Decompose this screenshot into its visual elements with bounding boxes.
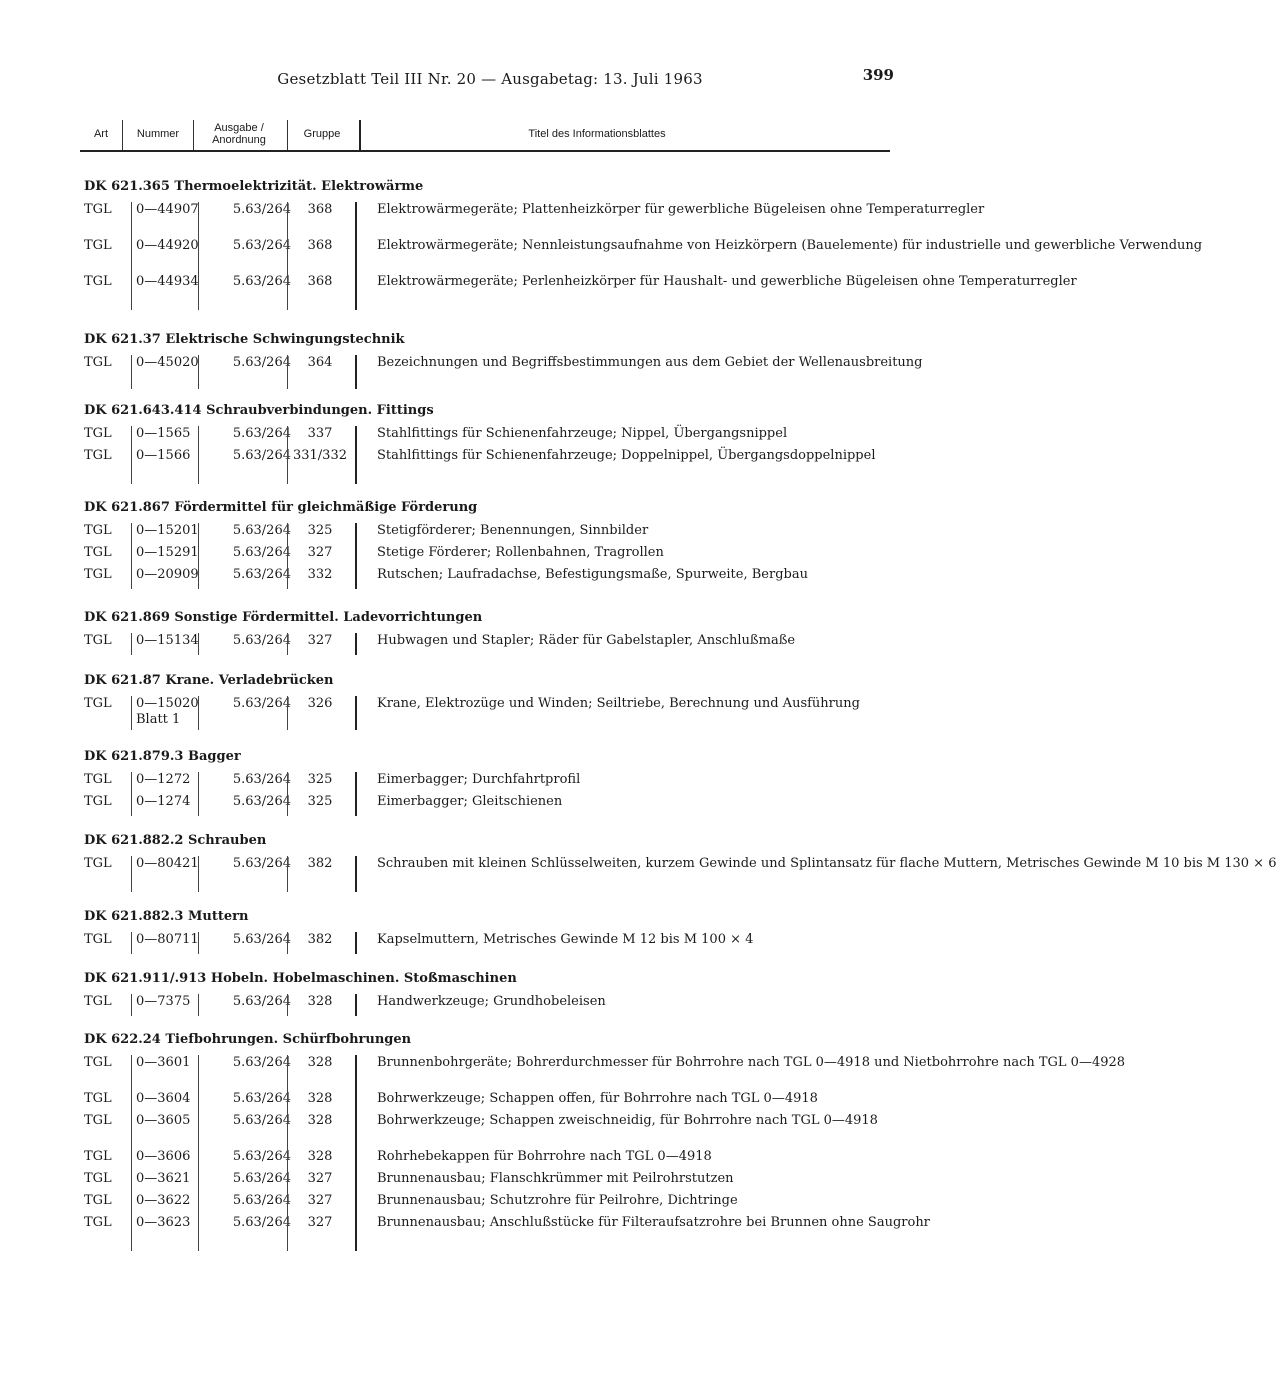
cell-art: TGL [84,932,112,947]
cell-nummer [131,1215,190,1251]
cell-titel: Elektrowärmegeräte; Nennleistungsaufnahme von Heizkörpern (Bauelemente) für industrielle und gewerbliche Verwendung [355,238,917,274]
col-nummer: Nummer [136,128,180,140]
cell-ausgabe: 5.63/264 [198,202,291,238]
section [84,908,904,954]
section-title: DK 622.24 Tiefbohrungen. Schürfbohrungen [84,1032,412,1047]
cell-nummer [131,772,190,794]
cell-ausgabe: 5.63/264 [198,1149,291,1171]
cell-ausgabe: 5.63/264 [198,238,291,274]
cell-nummer [131,994,190,1016]
cell-nummer-value: 0—1272 [136,772,191,787]
cell-titel: Eimerbagger; Durchfahrtprofil [355,772,917,794]
cell-titel: Stetige Förderer; Rollenbahnen, Tragrollen [355,545,917,567]
section-title: DK 621.87 Krane. Verladebrücken [84,673,334,688]
section-title: DK 621.643.414 Schraubverbindungen. Fittings [84,403,434,418]
section-title: DK 621.365 Thermoelektrizität. Elektrowärme [84,179,424,194]
table-row [84,523,904,545]
cell-nummer [131,448,190,484]
section-title: DK 621.882.2 Schrauben [84,833,267,848]
table-row [84,448,904,484]
cell-nummer-value: 0—20909 [136,567,199,582]
cell-art: TGL [84,1215,112,1230]
table-row [84,794,904,816]
cell-gruppe: 368 [287,274,352,310]
cell-nummer [131,238,199,274]
cell-art: TGL [84,1149,112,1164]
table-row [84,1113,904,1149]
cell-nummer [131,1149,190,1171]
cell-ausgabe: 5.63/264 [198,355,291,389]
cell-ausgabe: 5.63/264 [198,994,291,1016]
cell-gruppe: 337 [287,426,352,448]
cell-ausgabe: 5.63/264 [198,523,291,545]
table-row [84,274,1077,310]
table-row [84,1171,904,1193]
cell-gruppe: 331/332 [287,448,352,484]
cell-ausgabe: 5.63/264 [198,1055,291,1091]
cell-nummer-value: 0—1274 [136,794,191,809]
table-row [84,1091,904,1113]
cell-nummer [131,1055,190,1091]
cell-nummer [131,1113,190,1149]
table-row [84,772,904,794]
cell-gruppe: 368 [287,238,352,274]
cell-titel: Elektrowärmegeräte; Plattenheizkörper für gewerbliche Bügeleisen ohne Temperaturregler [355,202,917,238]
cell-nummer [131,856,199,892]
cell-ausgabe: 5.63/264 [198,772,291,794]
cell-gruppe: 327 [287,1215,352,1251]
cell-nummer-value: 0—44920 [136,238,199,253]
cell-nummer [131,1171,190,1193]
cell-titel: Rohrhebekappen für Bohrrohre nach TGL 0—4918 [355,1149,917,1171]
cell-gruppe: 327 [287,1171,352,1193]
section [84,748,904,816]
cell-art: TGL [84,355,112,370]
cell-nummer-value: 0—15134 [136,633,199,648]
cell-gruppe: 325 [287,523,352,545]
cell-art: TGL [84,696,112,711]
table-row [84,202,985,238]
cell-nummer-sub: Blatt 1 [136,712,181,727]
section [84,832,1276,892]
section-title: DK 621.869 Sonstige Fördermittel. Ladevorrichtungen [84,610,483,625]
table-row [84,633,904,655]
cell-art: TGL [84,856,112,871]
cell-gruppe: 325 [287,772,352,794]
cell-gruppe: 332 [287,567,352,589]
col-art: Art [93,128,109,140]
cell-gruppe: 382 [287,856,352,892]
section [84,402,904,484]
cell-art: TGL [84,202,112,217]
cell-art: TGL [84,1113,112,1128]
cell-titel: Kapselmuttern, Metrisches Gewinde M 12 bis M 100 × 4 [355,932,917,954]
cell-nummer-value: 0—3606 [136,1149,191,1164]
cell-titel: Bezeichnungen und Begriffsbestimmungen aus dem Gebiet der Wellenausbreitung [355,355,917,389]
section-title: DK 621.882.3 Muttern [84,909,249,924]
cell-ausgabe: 5.63/264 [198,567,291,589]
cell-ausgabe: 5.63/264 [198,448,291,484]
cell-titel: Schrauben mit kleinen Schlüsselweiten, kurzem Gewinde und Splintansatz für flache Muttern, Metrisches Gewinde M 10 bis M 130 × 6 [355,856,917,892]
cell-ausgabe: 5.63/264 [198,545,291,567]
cell-art: TGL [84,1055,112,1070]
cell-nummer-value: 0—80421 [136,856,199,871]
cell-gruppe: 328 [287,1091,352,1113]
cell-gruppe: 327 [287,633,352,655]
cell-titel: Hubwagen und Stapler; Räder für Gabelstapler, Anschlußmaße [355,633,917,655]
cell-gruppe: 328 [287,994,352,1016]
table-row [84,1215,930,1251]
cell-titel: Brunnenausbau; Flanschkrümmer mit Peilrohrstutzen [355,1171,917,1193]
cell-gruppe: 382 [287,932,352,954]
cell-nummer [131,545,199,567]
cell-nummer-value: 0—3621 [136,1171,191,1186]
section [84,499,904,589]
cell-nummer [131,633,199,655]
cell-gruppe: 326 [287,696,352,730]
table-row [84,426,904,448]
cell-nummer [131,1193,190,1215]
section-title: DK 621.879.3 Bagger [84,749,241,764]
section-title: DK 621.911/.913 Hobeln. Hobelmaschinen. Stoßmaschinen [84,971,517,986]
table-row [84,238,1203,274]
col-gruppe: Gruppe [303,128,341,140]
table-row [84,1193,904,1215]
section [84,1031,1126,1251]
cell-titel: Rutschen; Laufradachse, Befestigungsmaße, Spurweite, Bergbau [355,567,917,589]
cell-ausgabe: 5.63/264 [198,1215,291,1251]
cell-titel: Krane, Elektrozüge und Winden; Seiltriebe, Berechnung und Ausführung [355,696,917,730]
cell-nummer [131,794,190,816]
cell-nummer-value: 0—44934 [136,274,199,289]
cell-titel: Stahlfittings für Schienenfahrzeuge; Doppelnippel, Übergangsdoppelnippel [355,448,917,484]
cell-nummer-value: 0—15201 [136,523,199,538]
table-row [84,567,904,589]
cell-titel: Elektrowärmegeräte; Perlenheizkörper für Haushalt- und gewerbliche Bügeleisen ohne Temperaturregler [355,274,917,310]
section [84,178,1203,310]
cell-art: TGL [84,1193,112,1208]
cell-art: TGL [84,633,112,648]
cell-titel: Stetigförderer; Benennungen, Sinnbilder [355,523,917,545]
cell-art: TGL [84,238,112,253]
table-row [84,355,923,389]
cell-gruppe: 328 [287,1055,352,1091]
cell-nummer [131,202,199,238]
cell-art: TGL [84,545,112,560]
cell-gruppe: 328 [287,1149,352,1171]
cell-nummer [131,567,199,589]
cell-titel: Brunnenausbau; Schutzrohre für Peilrohre, Dichtringe [355,1193,917,1215]
column-header [80,118,890,152]
cell-nummer-value: 0—3622 [136,1193,191,1208]
cell-nummer-value: 0—7375 [136,994,191,1009]
page-header-title: Gesetzblatt Teil III Nr. 20 — Ausgabetag: 13. Juli 1963 [277,70,703,88]
table-row [84,932,904,954]
cell-art: TGL [84,448,112,463]
cell-nummer-value: 0—3623 [136,1215,191,1230]
cell-titel: Handwerkzeuge; Grundhobeleisen [355,994,917,1016]
cell-nummer-value: 0—15020 [136,696,199,711]
section [84,331,923,389]
cell-nummer [131,1091,190,1113]
col-ausgabe-line2: Anordnung [212,134,266,146]
cell-gruppe: 327 [287,1193,352,1215]
cell-gruppe: 328 [287,1113,352,1149]
table-row [84,696,904,730]
table-row [84,545,904,567]
cell-nummer [131,355,199,389]
cell-nummer-value: 0—3601 [136,1055,191,1070]
cell-gruppe: 364 [287,355,352,389]
col-ausgabe-line1: Ausgabe / [214,122,264,134]
cell-nummer [131,274,199,310]
cell-art: TGL [84,1091,112,1106]
cell-nummer-value: 0—3605 [136,1113,191,1128]
cell-art: TGL [84,1171,112,1186]
cell-ausgabe: 5.63/264 [198,794,291,816]
section [84,672,904,730]
cell-nummer [131,696,199,730]
cell-ausgabe: 5.63/264 [198,932,291,954]
cell-art: TGL [84,426,112,441]
cell-nummer-value: 0—15291 [136,545,199,560]
section [84,609,904,655]
cell-gruppe: 325 [287,794,352,816]
cell-titel: Brunnenbohrgeräte; Bohrerdurchmesser für Bohrrohre nach TGL 0—4918 und Nietbohrrohre nach TGL 0—4928 [355,1055,917,1091]
cell-nummer-value: 0—1566 [136,448,191,463]
col-titel: Titel des Informationsblattes [528,128,666,140]
cell-nummer-value: 0—80711 [136,932,199,947]
cell-nummer [131,426,190,448]
col-ausgabe [194,122,284,146]
cell-ausgabe: 5.63/264 [198,696,291,730]
cell-nummer [131,932,199,954]
cell-nummer-value: 0—44907 [136,202,199,217]
table-row [84,1149,904,1171]
cell-titel: Eimerbagger; Gleitschienen [355,794,917,816]
cell-nummer-value: 0—1565 [136,426,191,441]
section [84,970,904,1016]
cell-nummer [131,523,199,545]
cell-gruppe: 327 [287,545,352,567]
table-row [84,1055,1126,1091]
cell-titel: Bohrwerkzeuge; Schappen offen, für Bohrrohre nach TGL 0—4918 [355,1091,917,1113]
cell-art: TGL [84,274,112,289]
cell-ausgabe: 5.63/264 [198,1113,291,1149]
cell-titel: Brunnenausbau; Anschlußstücke für Filteraufsatzrohre bei Brunnen ohne Saugrohr [355,1215,917,1251]
cell-ausgabe: 5.63/264 [198,426,291,448]
cell-ausgabe: 5.63/264 [198,856,291,892]
cell-art: TGL [84,794,112,809]
cell-ausgabe: 5.63/264 [198,1193,291,1215]
page-number: 399 [862,66,894,84]
cell-art: TGL [84,772,112,787]
cell-art: TGL [84,523,112,538]
cell-nummer-value: 0—45020 [136,355,199,370]
cell-ausgabe: 5.63/264 [198,1091,291,1113]
cell-ausgabe: 5.63/264 [198,1171,291,1193]
cell-titel: Stahlfittings für Schienenfahrzeuge; Nippel, Übergangsnippel [355,426,917,448]
cell-ausgabe: 5.63/264 [198,274,291,310]
cell-art: TGL [84,994,112,1009]
cell-titel: Bohrwerkzeuge; Schappen zweischneidig, für Bohrrohre nach TGL 0—4918 [355,1113,917,1149]
section-title: DK 621.37 Elektrische Schwingungstechnik [84,332,405,347]
cell-ausgabe: 5.63/264 [198,633,291,655]
cell-nummer-value: 0—3604 [136,1091,191,1106]
cell-art: TGL [84,567,112,582]
table-row [84,994,904,1016]
table-row [84,856,1276,892]
cell-gruppe: 368 [287,202,352,238]
section-title: DK 621.867 Fördermittel für gleichmäßige Förderung [84,500,478,515]
